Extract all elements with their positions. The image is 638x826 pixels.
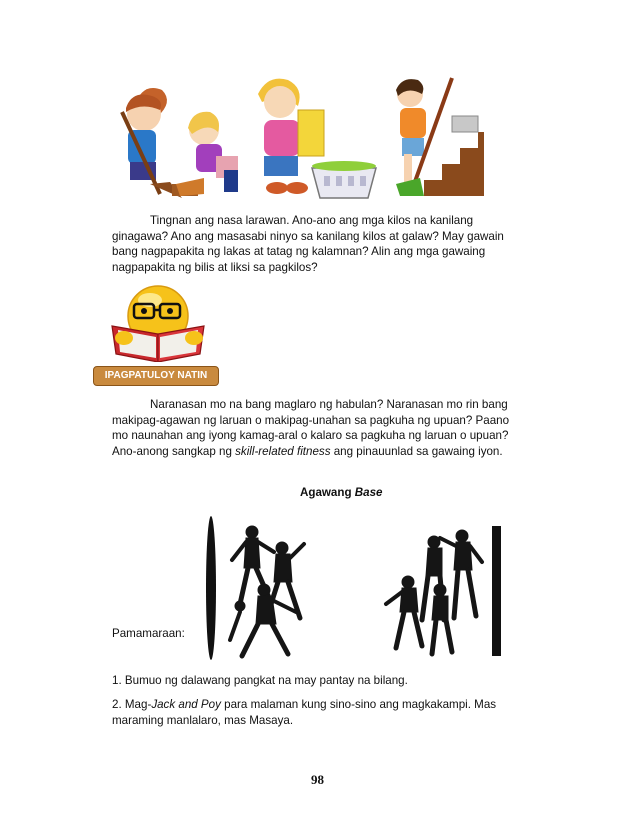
right-base-marker: [492, 526, 501, 656]
procedure-label: Pamamaraan:: [112, 627, 185, 640]
game-title-plain: Agawang: [300, 486, 355, 499]
girl-dustpan-figure: [176, 112, 238, 196]
intro-text: Tingnan ang nasa larawan. Ano-ano ang mga kilos na kanilang ginagawa? Ano ang masasabi ninyo sa kanilang kilos at galaw? May gawain bang nagpapakita ng lakas at tatag ng kalamnan? Alin ang mga gawaing nagpapakita ng bilis at liksi sa pagkilos?: [112, 214, 504, 274]
game-title: [300, 486, 382, 499]
step-1-text: 1. Bumuo ng dalawang pangkat na may pantay na bilang.: [112, 674, 408, 687]
laundry-basket: [312, 161, 376, 198]
chores-illustration: [112, 72, 492, 204]
reading-emoji-icon: [98, 280, 228, 362]
jack-and-poy-term: Jack and Poy: [151, 698, 221, 711]
boy-sweeping-figure: [122, 88, 198, 198]
step-2: [112, 697, 522, 728]
step-1: [112, 673, 522, 689]
skill-related-fitness-term: skill-related fitness: [235, 444, 331, 458]
second-paragraph: [112, 397, 522, 459]
ipagpatuloy-natin-badge: IPAGPATULOY NATIN: [93, 366, 219, 386]
second-text-after: ang pinauunlad sa gawaing iyon.: [330, 444, 503, 458]
step-2-before: 2. Mag-: [112, 698, 152, 711]
left-base-marker: [206, 516, 216, 660]
page-number: 98: [311, 772, 324, 787]
second-text-before: Naranasan mo na bang maglaro ng habulan? Naranasan mo rin bang makipag-agawan ng laruan o makipag-unahan sa pagkuha ng upuan? Paano mo naunahan ang iyong kamag-aral o kalaro sa pagkuha ng laruan o upuan? Ano-anong sangkap ng: [112, 398, 510, 458]
boy-mop-figure: [396, 78, 484, 196]
right-team-figures: [386, 530, 482, 654]
intro-paragraph: [112, 213, 516, 275]
game-title-italic: Base: [354, 486, 383, 499]
left-team-figures: [230, 526, 304, 656]
agawang-base-illustration: [200, 508, 510, 670]
step-2-after: para malaman kung sino-sino ang magkakampi. Mas maraming manlalaro, mas Masaya.: [112, 698, 497, 727]
